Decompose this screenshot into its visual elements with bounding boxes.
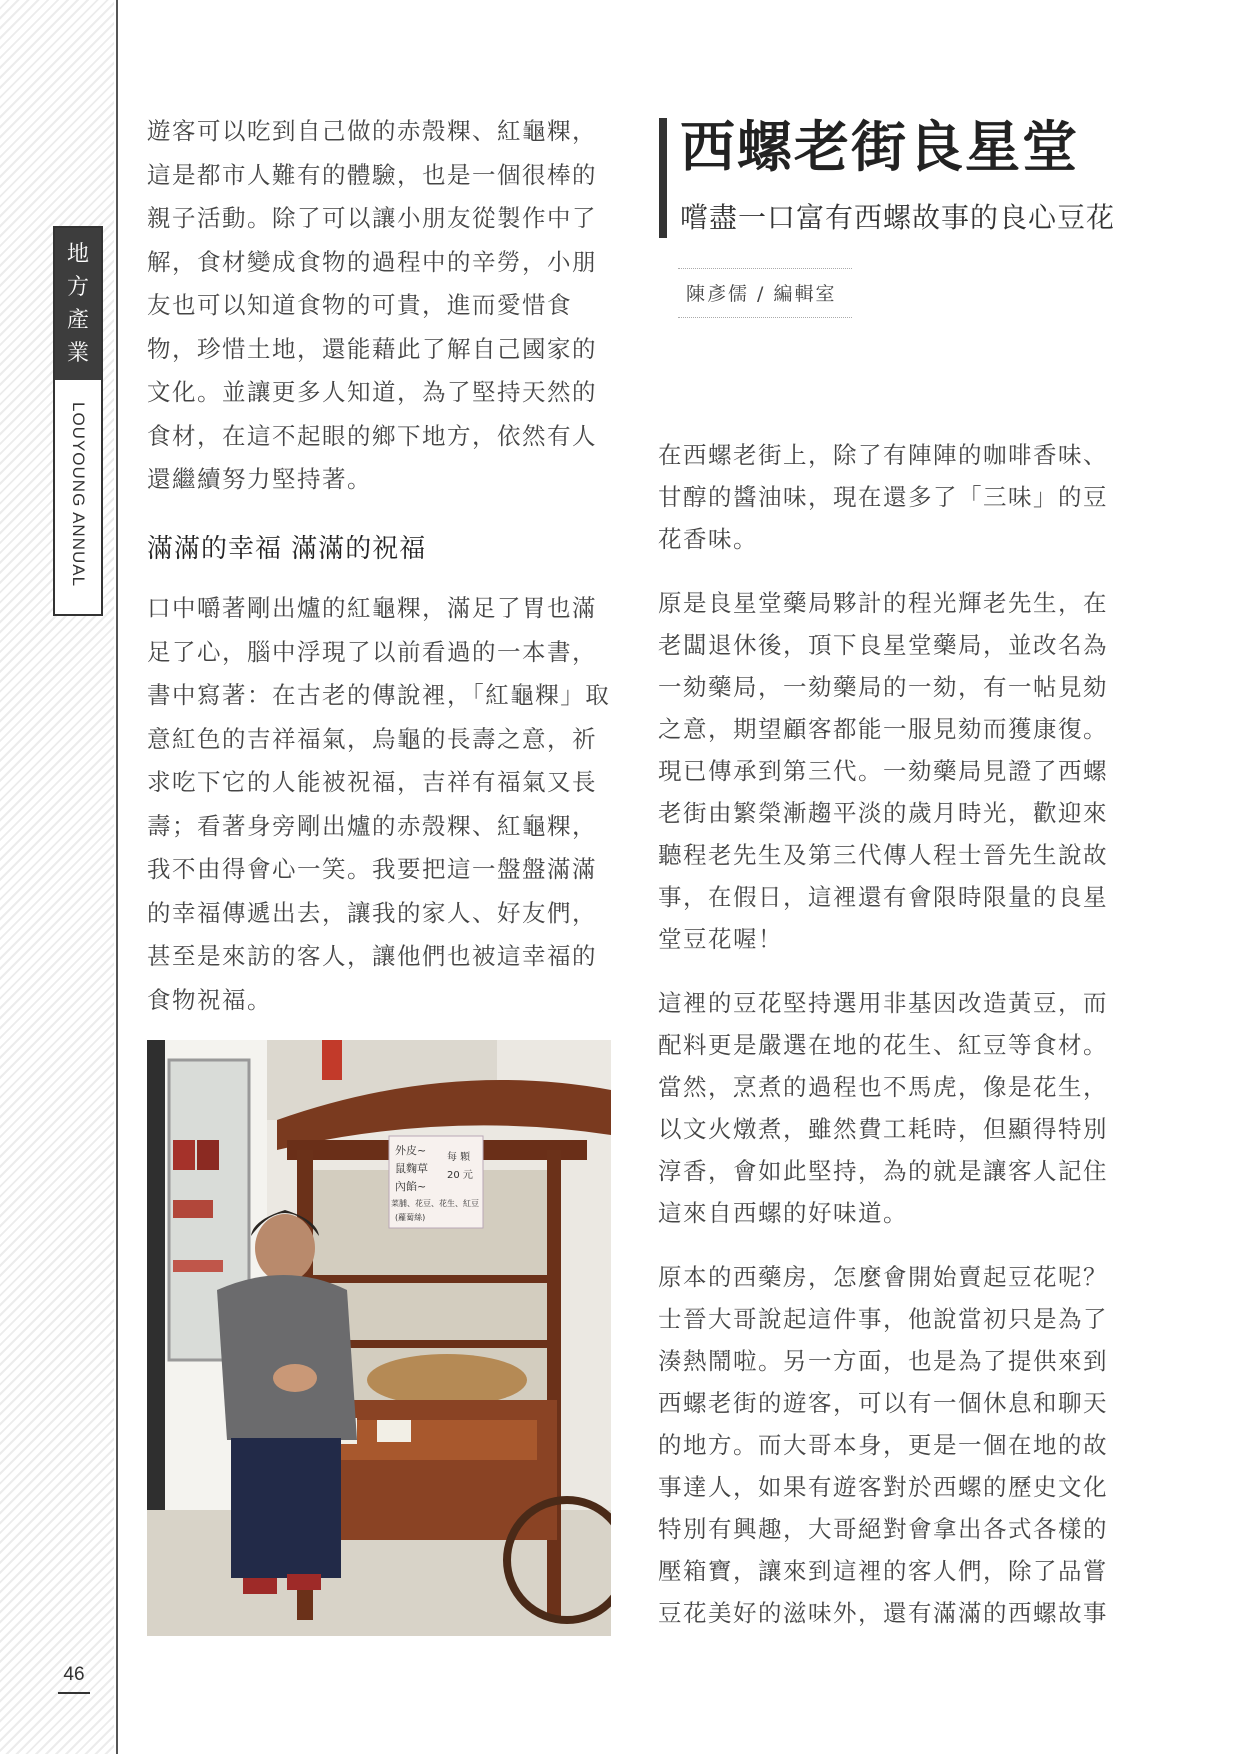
sign-text: 外皮~ bbox=[395, 1144, 427, 1157]
paragraph: 這裡的豆花堅持選用非基因改造黃豆，而配料更是嚴選在地的花生、紅豆等食材。當然，烹煮的過程也不馬虎，像是花生，以文火燉煮，雖然費工耗時，但顯得特別淳香，會如此堅持，為的就是讓客人記住這來自西螺的好味道。 bbox=[658, 989, 1108, 1227]
sign-text: 菜脯、花豆、花生、紅豆 bbox=[391, 1199, 479, 1208]
byline-box bbox=[678, 268, 852, 318]
publication-name: LOUYOUNG ANNUAL bbox=[69, 402, 88, 588]
section-label bbox=[55, 228, 101, 380]
paragraph: 遊客可以吃到自己做的赤殼粿、紅龜粿，這是都市人難有的體驗，也是一個很棒的親子活動。除了可以讓小朋友從製作中了解，食材變成食物的過程中的辛勞，小朋友也可以知道食物的可貴，進而愛惜食物，珍惜土地，還能藉此了解自己國家的文化。並讓更多人知道，為了堅持天然的食材，在這不起眼的鄉下地方，依然有人還繼續努力堅持著。 bbox=[147, 117, 597, 493]
article-title: 西螺老街良星堂 bbox=[680, 114, 1080, 179]
right-column bbox=[658, 434, 1126, 1656]
photo-illustration bbox=[147, 1040, 611, 1636]
section-char: 地 bbox=[66, 242, 89, 267]
section-tag bbox=[53, 226, 103, 616]
section-char: 方 bbox=[66, 275, 89, 300]
sign-text: 內餡~ bbox=[395, 1180, 427, 1193]
article-photo bbox=[147, 1040, 611, 1636]
sidebar-divider bbox=[116, 0, 118, 1754]
page-number-underline bbox=[58, 1692, 90, 1694]
title-accent-bar bbox=[659, 118, 667, 238]
left-column bbox=[147, 110, 617, 1022]
byline: 陳彥儒 / 編輯室 bbox=[686, 283, 837, 305]
section-char: 產 bbox=[66, 308, 89, 333]
page-number: 46 bbox=[63, 1664, 85, 1685]
paragraph: 在西螺老街上，除了有陣陣的咖啡香味、甘醇的醬油味，現在還多了「三味」的豆花香味。 bbox=[658, 441, 1108, 553]
sign-text: (蘿蔔絲) bbox=[395, 1213, 426, 1222]
paragraph: 原是良星堂藥局夥計的程光輝老先生，在老闆退休後，頂下良星堂藥局，並改名為一劾藥局，一劾藥局的一劾，有一帖見劾之意，期望顧客都能一服見劾而獲康復。現已傳承到第三代。一劾藥局見證了西螺老街由繁榮漸趨平淡的歲月時光，歡迎來聽程老先生及第三代傳人程士晉先生說故事，在假日，這裡還有會限時限量的良星堂豆花喔！ bbox=[658, 589, 1108, 953]
article-subtitle: 嚐盡一口富有西螺故事的良心豆花 bbox=[680, 201, 1116, 234]
section-char: 業 bbox=[66, 341, 89, 366]
sign-text: 鼠麴草 bbox=[395, 1162, 428, 1175]
paragraph: 口中嚼著剛出爐的紅龜粿，滿足了胃也滿足了心，腦中浮現了以前看過的一本書，書中寫著：在古老的傳說裡，「紅龜粿」取意紅色的吉祥福氣，烏龜的長壽之意，祈求吃下它的人能被祝福，吉祥有福氣又長壽；看著身旁剛出爐的赤殼粿、紅龜粿，我不由得會心一笑。我要把這一盤盤滿滿的幸福傳遞出去，讓我的家人、好友們，甚至是來訪的客人，讓他們也被這幸福的食物祝福。 bbox=[147, 594, 611, 1014]
sign-text: 20 元 bbox=[447, 1170, 473, 1181]
paragraph: 原本的西藥房，怎麼會開始賣起豆花呢？士晉大哥說起這件事，他說當初只是為了湊熱鬧啦。另一方面，也是為了提供來到西螺老街的遊客，可以有一個休息和聊天的地方。而大哥本身，更是一個在地的故事達人，如果有遊客對於西螺的歷史文化特別有興趣，大哥絕對會拿出各式各樣的壓箱寶，讓來到這裡的客人們，除了品嘗豆花美好的滋味外，還有滿滿的西螺故事 bbox=[658, 1263, 1108, 1627]
sign-text: 每 顆 bbox=[447, 1152, 471, 1163]
section-heading: 滿滿的幸福 滿滿的祝福 bbox=[147, 533, 427, 564]
